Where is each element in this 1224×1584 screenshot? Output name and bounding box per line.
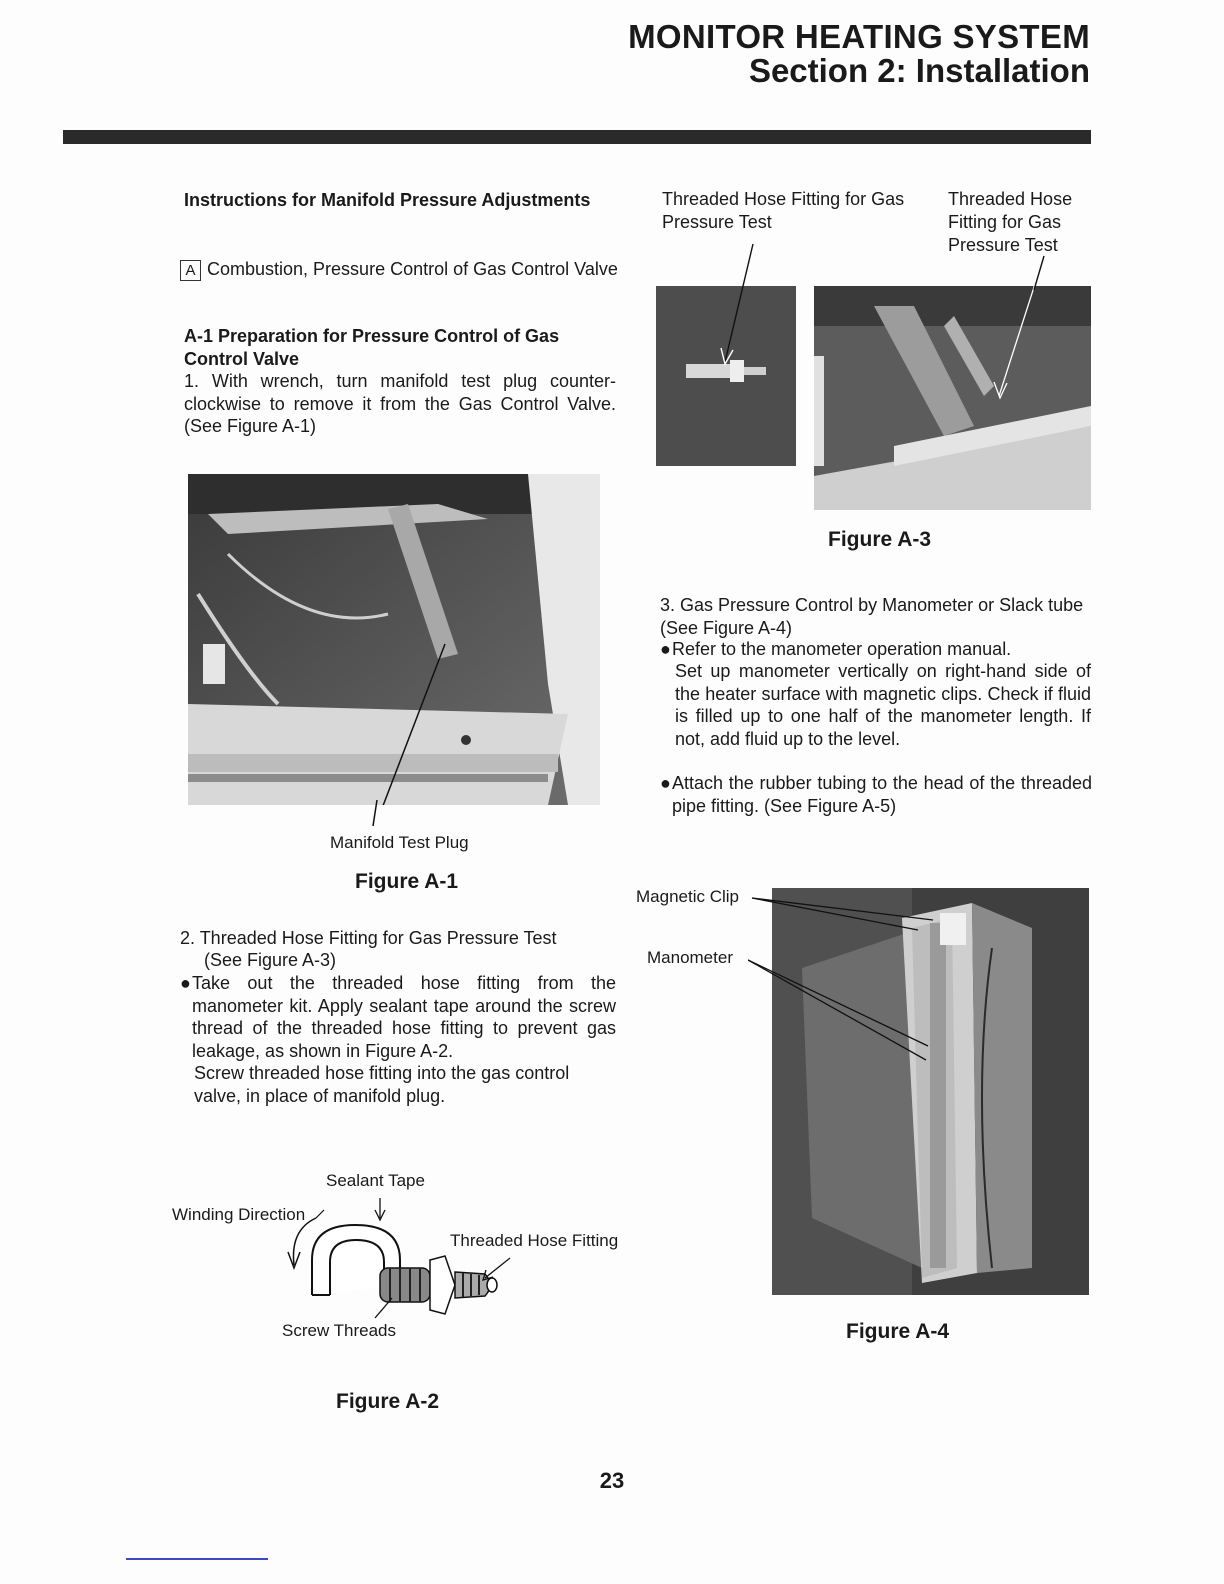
- document-title: MONITOR HEATING SYSTEM: [628, 18, 1090, 55]
- instructions-heading: Instructions for Manifold Pressure Adjustments: [184, 190, 591, 210]
- step-3-title: 3. Gas Pressure Control by Manometer or Slack tube (See Figure A-4): [660, 595, 1084, 638]
- fig-a3-leader-left: [715, 240, 765, 370]
- section-a-text: Combustion, Pressure Control of Gas Control Valve: [207, 259, 618, 279]
- bullet-dot: ●: [180, 973, 191, 993]
- manometer-label: Manometer: [647, 948, 733, 967]
- page-number: 23: [599, 1468, 625, 1493]
- step-2-continuation: Screw threaded hose fitting into the gas control valve, in place of manifold plug.: [194, 1063, 570, 1106]
- manifold-test-plug-label: Manifold Test Plug: [330, 833, 469, 852]
- figure-a2-caption: Figure A-2: [336, 1390, 440, 1413]
- winding-direction-label: Winding Direction: [172, 1205, 306, 1224]
- magnetic-clip-label: Magnetic Clip: [636, 887, 739, 906]
- bullet-dot: ●: [660, 639, 671, 659]
- figure-a4-caption: Figure A-4: [846, 1320, 950, 1343]
- header-rule: [63, 130, 1091, 144]
- figure-a3-photo-valve: [814, 286, 1091, 510]
- a1-subheading: A-1 Preparation for Pressure Control of Gas Control Valve: [184, 326, 560, 369]
- fig-a3-label-right: Threaded Hose Fitting for Gas Pressure Test: [948, 189, 1073, 255]
- section-a-title: [180, 258, 620, 281]
- step-2-ref: (See Figure A-3): [204, 950, 337, 970]
- step-3-bullet-1: ● Refer to the manometer operation manual.: [660, 639, 1012, 659]
- fig-a3-label-left: Threaded Hose Fitting for Gas Pressure Test: [662, 189, 905, 232]
- fig-a3-leader-right: [1020, 254, 1050, 294]
- figure-a3-caption: Figure A-3: [828, 528, 932, 551]
- section-title: Section 2: Installation: [748, 52, 1090, 89]
- step-3-bullet-2: ● Attach the rubber tubing to the head of the threaded pipe fitting. (See Figure A-5): [660, 773, 1092, 816]
- figure-a1-photo: [188, 474, 600, 805]
- figure-a2-diagram: [280, 1190, 520, 1325]
- sealant-tape-label: Sealant Tape: [326, 1171, 425, 1190]
- figure-a4-leaders: [748, 888, 948, 1068]
- scan-artifact-line: [126, 1558, 268, 1560]
- step-2-title: 2. Threaded Hose Fitting for Gas Pressure Test: [180, 928, 557, 948]
- threaded-hose-fitting-label: Threaded Hose Fitting: [450, 1231, 619, 1250]
- section-a-box: A: [180, 260, 201, 281]
- step-1: 1. With wrench, turn manifold test plug counter-clockwise to remove it from the Gas Control Valve. (See Figure A-1): [184, 371, 616, 436]
- figure-a1-caption: Figure A-1: [355, 870, 459, 893]
- bullet-dot: ●: [660, 773, 671, 793]
- step-2-bullet: ● Take out the threaded hose fitting from the manometer kit. Apply sealant tape around the screw thread of the threaded hose fitting to prevent gas leakage, as shown in Figure A-2.: [180, 973, 616, 1061]
- step-3-bullet-1-continuation: Set up manometer vertically on right-hand side of the heater surface with magnetic clips. Check if fluid is filled up to one half of the manometer length. If not, add fluid up to the level.: [675, 661, 1091, 749]
- screw-threads-label: Screw Threads: [282, 1321, 397, 1340]
- figure-a1-leader: [370, 800, 390, 830]
